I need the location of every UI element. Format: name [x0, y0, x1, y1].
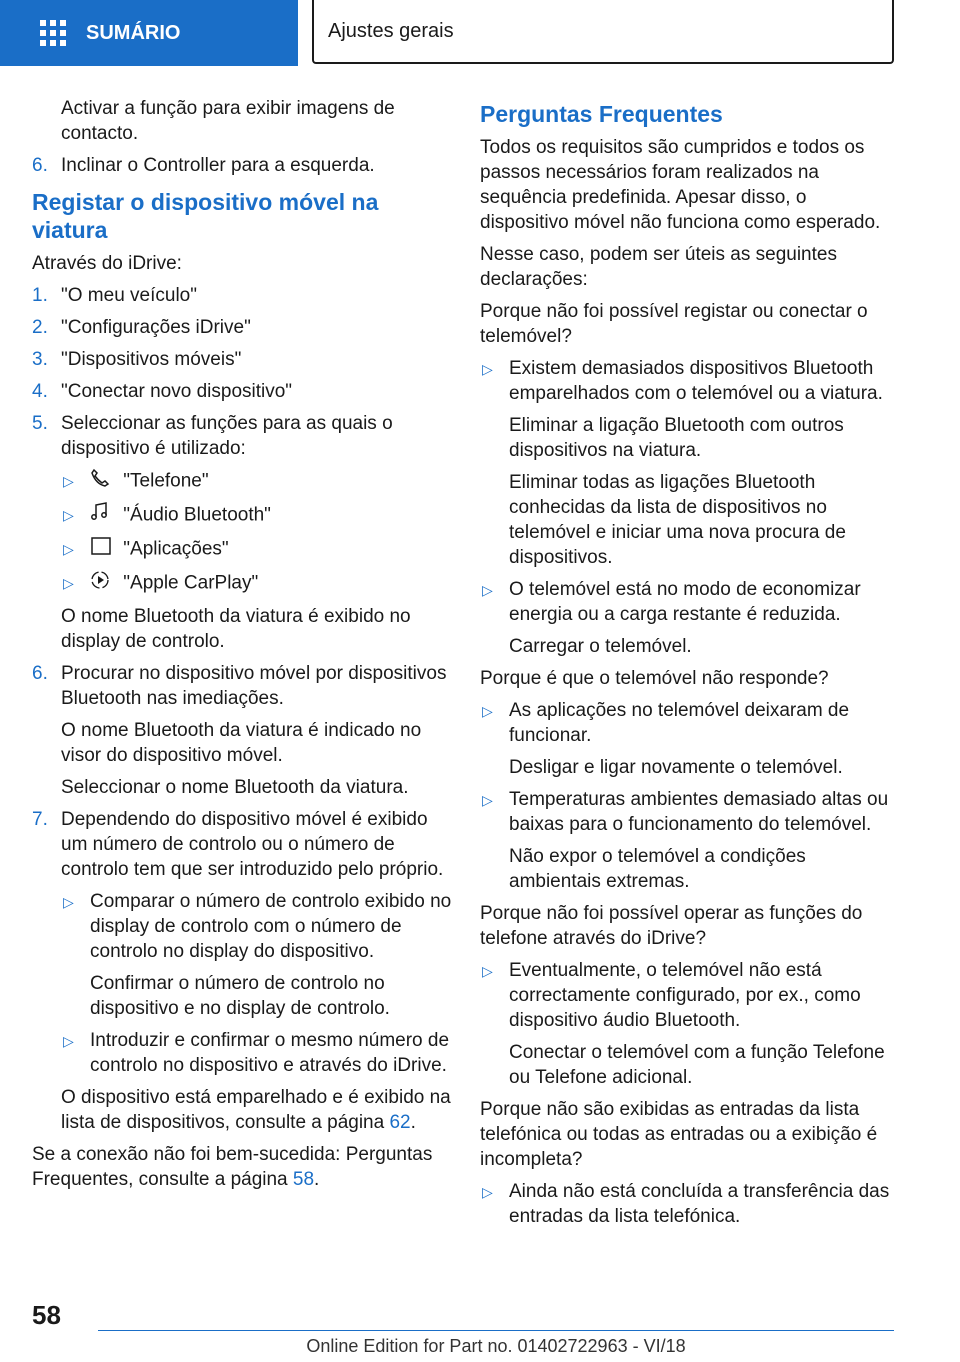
step-text: "O meu veículo"	[61, 285, 197, 306]
bullet-triangle-icon: ▷	[63, 1033, 74, 1049]
step-note: O nome Bluetooth da viatura é indicado no visor do dispositivo móvel.	[61, 720, 422, 766]
step-number: 1.	[32, 285, 48, 306]
sub-bullet	[61, 889, 452, 964]
breadcrumb-label: Ajustes gerais	[328, 19, 454, 42]
bullet-text: As aplicações no telemóvel deixaram de funcionar.	[509, 700, 850, 746]
question: Porque não são exibidas as entradas da lista telefónica ou todas as entradas ou a exibição é incompleta?	[480, 1099, 878, 1170]
step-text: "Configurações iDrive"	[61, 317, 251, 338]
step-item	[32, 379, 452, 404]
paired-text: O dispositivo está emparelhado e é exibido na lista de dispositivos, consulte a página	[61, 1087, 451, 1133]
bullet-triangle-icon: ▷	[63, 473, 74, 489]
bullet-triangle-icon: ▷	[63, 507, 74, 523]
function-item	[61, 570, 452, 597]
step-number: 3.	[32, 349, 48, 370]
paragraph: Nesse caso, podem ser úteis as seguintes declarações:	[480, 244, 837, 290]
bullet-triangle-icon: ▷	[482, 703, 493, 719]
step-text: Procurar no dispositivo móvel por dispositivos Bluetooth nas imediações.	[61, 663, 447, 709]
bullet-text: Introduzir e confirmar o mesmo número de controlo no dispositivo e através do iDrive.	[90, 1030, 450, 1076]
step-number: 4.	[32, 381, 48, 402]
bullet-triangle-icon: ▷	[482, 792, 493, 808]
intro-text: Através do iDrive:	[32, 253, 182, 274]
bullet-note: Eliminar a ligação Bluetooth com outros dispositivos na viatura.	[509, 415, 844, 461]
bullet-triangle-icon: ▷	[482, 361, 493, 377]
step-item	[32, 347, 452, 372]
bullet-item	[480, 577, 896, 627]
page-link[interactable]: 58	[292, 1169, 315, 1190]
function-item	[61, 502, 452, 529]
step-text: "Dispositivos móveis"	[61, 349, 242, 370]
continued-text: Activar a função para exibir imagens de contacto.	[61, 98, 395, 144]
step-item	[32, 153, 452, 178]
page-number: 58	[32, 1300, 61, 1330]
bullet-text: Comparar o número de controlo exibido no display de controlo com o número de controlo no display do dispositivo.	[90, 891, 452, 962]
bullet-triangle-icon: ▷	[482, 582, 493, 598]
bullet-note: Confirmar o número de controlo no dispositivo e no display de controlo.	[90, 973, 390, 1019]
apps-icon	[90, 536, 112, 563]
music-note-icon	[90, 502, 112, 529]
step-number: 7.	[32, 809, 48, 830]
step-text: "Conectar novo dispositivo"	[61, 381, 293, 402]
question: Porque não foi possível operar as funções do telefone através do iDrive?	[480, 903, 863, 949]
step-number: 5.	[32, 413, 48, 434]
function-label: "Telefone"	[123, 470, 209, 492]
step-item	[32, 315, 452, 340]
bullet-triangle-icon: ▷	[63, 541, 74, 557]
step-item	[32, 661, 452, 711]
bullet-text: Existem demasiados dispositivos Bluetooth emparelhados com o telemóvel ou a viatura.	[509, 358, 883, 404]
bullet-note: Não expor o telemóvel a condições ambientais extremas.	[509, 846, 806, 892]
function-item	[61, 536, 452, 563]
fail-note: Se a conexão não foi bem-sucedida: Perguntas Frequentes, consulte a página 58.	[32, 1144, 433, 1190]
breadcrumb[interactable]	[312, 0, 894, 64]
bullet-text: O telemóvel está no modo de economizar energia ou a carga restante é reduzida.	[509, 579, 861, 625]
bullet-item	[480, 356, 896, 406]
function-item	[61, 468, 452, 495]
phone-icon	[90, 468, 112, 495]
bullet-note: Desligar e ligar novamente o telemóvel.	[509, 757, 843, 778]
section-heading: Registar o dispositivo móvel na viatura	[32, 189, 379, 243]
paragraph: Todos os requisitos são cumpridos e todos os passos necessários foram realizados na sequência predefinida. Apesar disso, o dispositivo móvel não funciona como esperado.	[480, 137, 881, 233]
right-column	[480, 100, 896, 1236]
bullet-triangle-icon: ▷	[482, 963, 493, 979]
bullet-text: Temperaturas ambientes demasiado altas ou baixas para o funcionamento do telemóvel.	[509, 789, 889, 835]
step-number: 6.	[32, 663, 48, 684]
bullet-triangle-icon: ▷	[63, 894, 74, 910]
step-item	[32, 411, 452, 461]
bullet-item	[480, 958, 896, 1033]
function-label: "Áudio Bluetooth"	[123, 504, 271, 526]
step-item	[32, 283, 452, 308]
question: Porque não foi possível registar ou conectar o telemóvel?	[480, 301, 868, 347]
bullet-triangle-icon: ▷	[63, 575, 74, 591]
fail-text: Se a conexão não foi bem-sucedida: Perguntas Frequentes, consulte a página	[32, 1144, 433, 1190]
function-label: "Apple CarPlay"	[123, 572, 259, 594]
bullet-item	[480, 787, 896, 837]
step-text: Inclinar o Controller para a esquerda.	[61, 155, 375, 176]
bullet-item	[480, 698, 896, 748]
step-number: 2.	[32, 317, 48, 338]
left-column	[32, 96, 452, 1199]
bullet-triangle-icon: ▷	[482, 1184, 493, 1200]
footer-edition: Online Edition for Part no. 01402722963 - VI/18	[306, 1336, 686, 1356]
page-link[interactable]: 62	[389, 1112, 411, 1133]
step-note: O nome Bluetooth da viatura é exibido no display de controlo.	[61, 606, 411, 652]
bullet-item	[480, 1179, 896, 1229]
summary-label: SUMÁRIO	[86, 21, 181, 44]
step-item	[32, 807, 452, 882]
faq-heading: Perguntas Frequentes	[480, 101, 723, 127]
bullet-note: Conectar o telemóvel com a função Telefone ou Telefone adicional.	[509, 1042, 885, 1088]
footer-divider	[98, 1330, 894, 1331]
carplay-icon	[90, 570, 112, 597]
bullet-text: Eventualmente, o telemóvel não está correctamente configurado, por ex., como dispositivo áudio Bluetooth.	[509, 960, 861, 1031]
step-note: Seleccionar o nome Bluetooth da viatura.	[61, 777, 409, 798]
bullet-note: Eliminar todas as ligações Bluetooth conhecidas da lista de dispositivos no telemóvel e iniciar uma nova procura de dispositivos.	[509, 472, 846, 568]
summary-button[interactable]	[0, 0, 298, 66]
bullet-note: Carregar o telemóvel.	[509, 636, 692, 657]
grid-icon	[40, 20, 66, 46]
page-header	[0, 0, 960, 66]
question: Porque é que o telemóvel não responde?	[480, 668, 829, 689]
sub-bullet	[61, 1028, 452, 1078]
paired-note: O dispositivo está emparelhado e é exibido na lista de dispositivos, consulte a página 62.	[61, 1087, 451, 1133]
step-text: Seleccionar as funções para as quais o dispositivo é utilizado:	[61, 413, 393, 459]
step-text: Dependendo do dispositivo móvel é exibido um número de controlo ou o número de controlo tem que ser introduzido pelo próprio.	[61, 809, 444, 880]
bullet-text: Ainda não está concluída a transferência das entradas da lista telefónica.	[509, 1181, 890, 1227]
step-number: 6.	[32, 155, 48, 176]
function-label: "Aplicações"	[123, 538, 229, 560]
